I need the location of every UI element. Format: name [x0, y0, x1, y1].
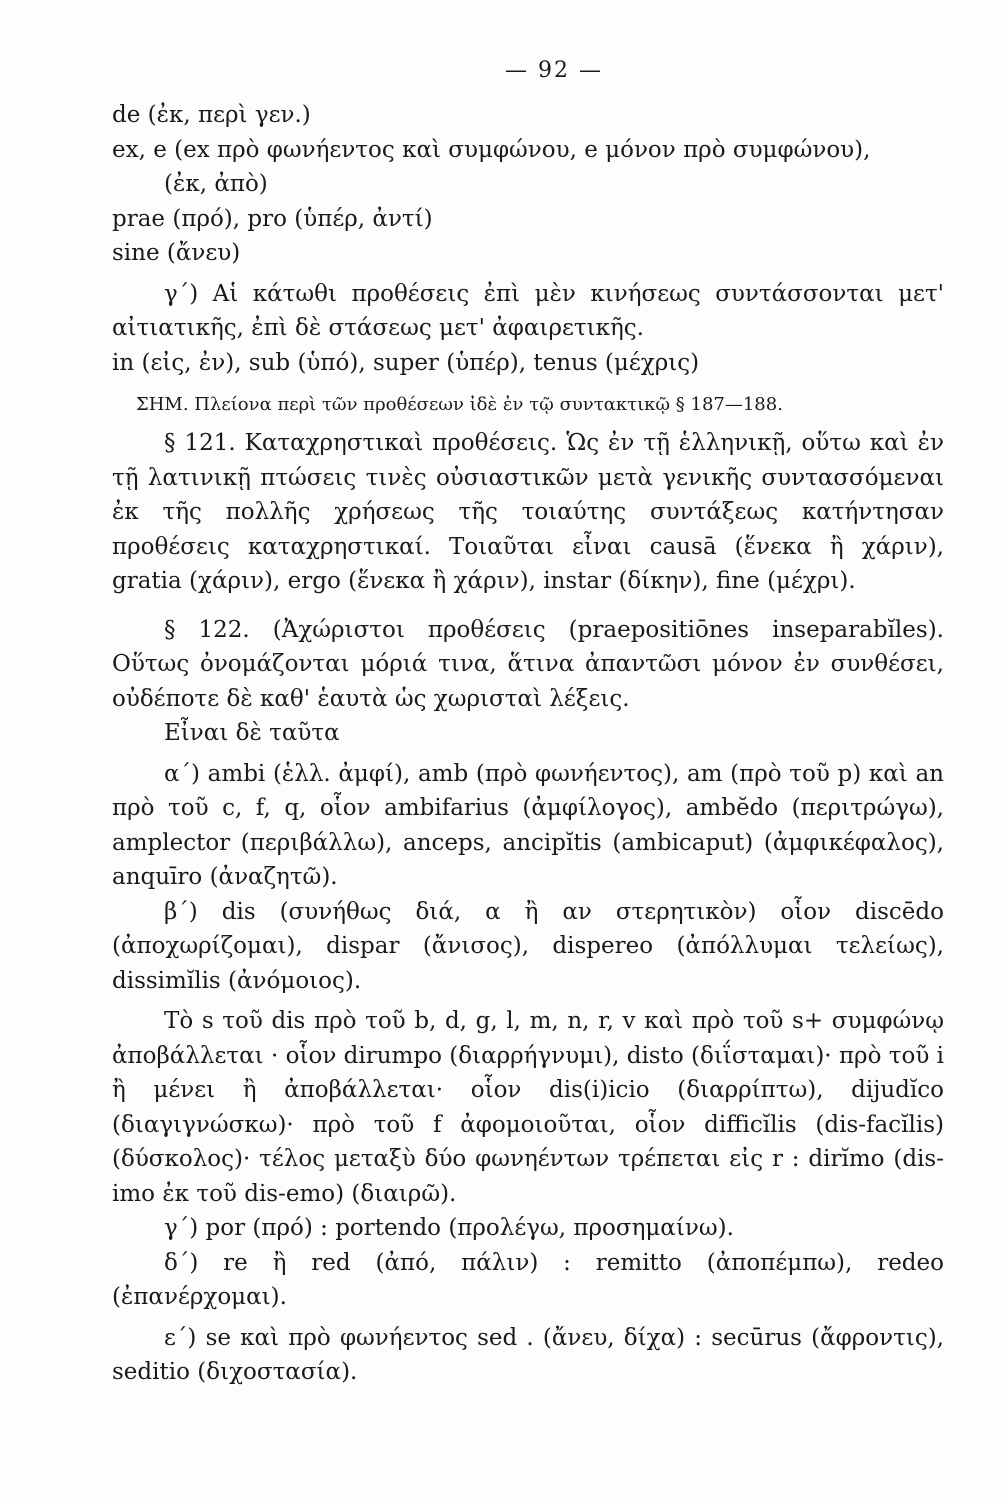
- item-gamma-por: γ΄) por (πρό) : portendo (προλέγω, προσημαίνω).: [164, 1215, 734, 1241]
- paragraph-gamma: γ΄) Αἱ κάτωθι προθέσεις ἐπὶ μὲν κινήσεως συντάσσονται μετ' αἰτιατικῆς, ἐπὶ δὲ στάσεως μετ' ἀφαιρετικῆς.: [112, 280, 944, 341]
- line-de: de (ἐκ, περὶ γεν.): [112, 102, 311, 128]
- item-beta: β΄) dis (συνήθως διά, α ἢ αν στερητικὸν) οἷον discēdo (ἀποχωρίζομαι), dispar (ἄνισος), dispereo (ἀπόλλυμαι τελείως), dissimĭlis (ἀνόμοιος).: [112, 898, 944, 994]
- line-ex: ex, e (ex πρὸ φωνήεντος καὶ συμφώνου, e μόνον πρὸ συμφώνου),: [112, 136, 871, 163]
- section-122: § 122. (Ἀχώριστοι προθέσεις (praepositiōnes inseparabĭles). Οὕτως ὀνομάζονται μόριά τινα, ἅτινα ἀπαντῶσι μόνον ἐν συνθέσει, οὐδέποτε δὲ καθ' ἑαυτὰ ὡς χωρισταὶ λέξεις.: [112, 616, 944, 712]
- paragraph-dis: Τὸ s τοῦ dis πρὸ τοῦ b, d, g, l, m, n, r, v καὶ πρὸ τοῦ s+ συμφώνῳ ἀποβάλλεται · οἷον dirumpo (διαρρήγνυμι), disto (διΐσταμαι)· πρὸ τοῦ i ἢ μένει ἢ ἀποβάλλεται· οἷον dis(i)icio (διαρρίπτω), dijudĭco (διαγιγνώσκω)· πρὸ τοῦ f ἀφομοιοῦται, οἷον difficĭlis (dis-facĭlis) (δύσκολος)· τέλος μεταξὺ δύο φωνηέντων τρέπεται εἰς r : dirĭmo (dis-imo ἐκ τοῦ dis-emo) (διαιρῶ).: [112, 1008, 944, 1207]
- page-number: — 92 —: [505, 58, 603, 83]
- line-in-sub-super: in (εἰς, ἐν), sub (ὑπό), super (ὑπέρ), tenus (μέχρις): [112, 349, 700, 376]
- line-sine: sine (ἄνευ): [112, 240, 241, 266]
- line-prae: prae (πρό), pro (ὑπέρ, ἀντί): [112, 205, 433, 232]
- item-alpha: α΄) ambi (ἑλλ. ἀμφί), amb (πρὸ φωνήεντος), am (πρὸ τοῦ p) καὶ an πρὸ τοῦ c, f, q, οἷον ambifarius (ἀμφίλογος), ambĕdo (περιτρώγω), amplector (περιβάλλω), anceps, ancipĭtis (ambicaput) (ἀμφικέφαλος), anquīro (ἀναζητῶ).: [112, 760, 944, 890]
- line-einai: Εἶναι δὲ ταῦτα: [164, 720, 340, 746]
- item-delta-re: δ΄) re ἢ red (ἀπό, πάλιν) : remitto (ἀποπέμπω), redeo (ἐπανέρχομαι).: [112, 1249, 944, 1310]
- section-121: § 121. Καταχρηστικαὶ προθέσεις. Ὡς ἐν τῇ ἑλληνικῇ, οὕτω καὶ ἐν τῇ λατινικῇ πτώσεις τινὲς οὐσιαστικῶν μετὰ γενικῆς συντασσόμεναι ἐκ τῆς πολλῆς χρήσεως τῆς τοιαύτης συντάξεως κατήντησαν προθέσεις καταχρηστικαί. Τοιαῦται εἶναι causā (ἕνεκα ἢ χάριν), gratia (χάριν), ergo (ἕνεκα ἢ χάριν), instar (δίκην), fine (μέχρι).: [112, 430, 944, 594]
- line-ex-gloss: (ἐκ, ἀπὸ): [164, 171, 268, 197]
- item-epsilon-se: ε΄) se καὶ πρὸ φωνήεντος sed . (ἄνευ, δίχα) : secūrus (ἄφροντις), seditio (διχοστασία).: [112, 1324, 944, 1385]
- note-prepositions: ΣΗΜ. Πλείονα περὶ τῶν προθέσεων ἰδὲ ἐν τῷ συντακτικῷ § 187—188.: [136, 394, 783, 415]
- page-body: [112, 98, 944, 1390]
